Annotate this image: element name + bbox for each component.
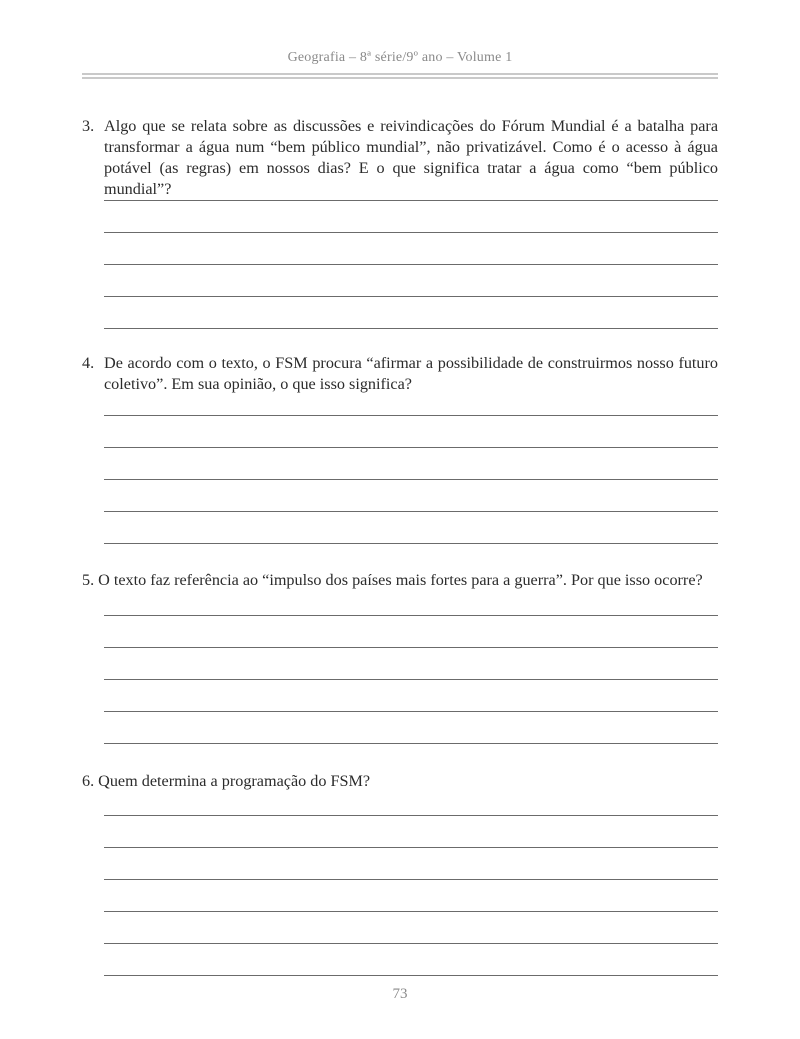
answer-line[interactable] <box>104 200 718 201</box>
question-text: De acordo com o texto, o FSM procura “afirmar a possibilidade de construirmos nosso futuro coletivo”. Em sua opinião, o que isso significa? <box>104 354 718 393</box>
answer-line[interactable] <box>104 743 718 744</box>
running-header: Geografia – 8ª série/9º ano – Volume 1 <box>287 50 513 65</box>
question-5 <box>82 570 718 591</box>
answer-line[interactable] <box>104 296 718 297</box>
answer-line[interactable] <box>104 879 718 880</box>
answer-line[interactable] <box>104 911 718 912</box>
question-text: O texto faz referência ao “impulso dos países mais fortes para a guerra”. Por que isso ocorre? <box>98 571 703 589</box>
answer-line[interactable] <box>104 415 718 416</box>
question-number: 6. <box>82 772 95 790</box>
answer-line[interactable] <box>104 328 718 329</box>
answer-line[interactable] <box>104 543 718 544</box>
question-3 <box>82 116 718 200</box>
answer-line[interactable] <box>104 232 718 233</box>
answer-line[interactable] <box>104 647 718 648</box>
question-text: Algo que se relata sobre as discussões e reivindicações do Fórum Mundial é a batalha para transformar a água num “bem público mundial”, não privatizável. Como é o acesso à água potável (as regras) em nossos dias? E o que significa tratar a água como “bem público mundial”? <box>104 117 718 198</box>
answer-line[interactable] <box>104 511 718 512</box>
question-number: 3. <box>82 117 95 135</box>
question-4 <box>82 353 718 395</box>
question-6 <box>82 771 718 792</box>
question-text: Quem determina a programação do FSM? <box>98 772 371 790</box>
header-rule-bottom <box>82 77 718 79</box>
header-rule-top <box>82 73 718 75</box>
question-number: 5. <box>82 571 95 589</box>
question-number: 4. <box>82 354 95 372</box>
answer-line[interactable] <box>104 479 718 480</box>
answer-line[interactable] <box>104 943 718 944</box>
answer-line[interactable] <box>104 679 718 680</box>
answer-line[interactable] <box>104 975 718 976</box>
answer-line[interactable] <box>104 264 718 265</box>
answer-line[interactable] <box>104 615 718 616</box>
answer-line[interactable] <box>104 815 718 816</box>
answer-line[interactable] <box>104 847 718 848</box>
page-number: 73 <box>392 986 408 1002</box>
answer-line[interactable] <box>104 711 718 712</box>
answer-line[interactable] <box>104 447 718 448</box>
